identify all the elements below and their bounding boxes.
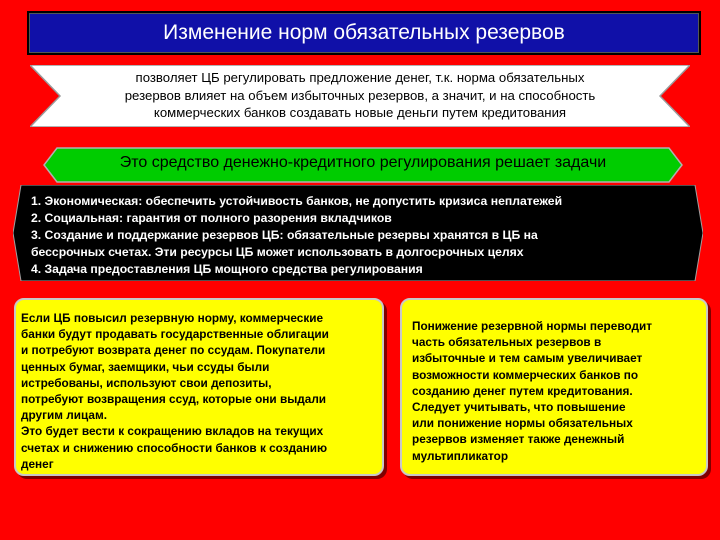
tasks-header: Это средство денежно-кредитного регулирования решает задачи	[119, 154, 607, 171]
task-item: 1. Экономическая: обеспечить устойчивость банков, не допустить кризиса неплатежей	[31, 194, 563, 208]
lower-norm-box	[400, 298, 708, 476]
task-item: 4. Задача предоставления ЦБ мощного средства регулирования	[31, 262, 423, 276]
definition-banner	[30, 65, 690, 127]
task-item: бессрочных счетах. Эти ресурсы ЦБ может использовать в долгосрочных целях	[31, 245, 524, 259]
raise-norm-line: другим лицам.	[21, 408, 107, 423]
raise-norm-line: счетах и снижению способности банков к созданию	[21, 440, 328, 455]
definition-line: коммерческих банков создавать новые деньги путем кредитования	[153, 105, 567, 120]
lower-norm-line: Понижение резервной нормы переводит	[412, 319, 652, 333]
lower-norm-line: созданию денег путем кредитования.	[412, 383, 633, 398]
lower-norm-line: избыточные и тем самым увеличивает	[412, 351, 643, 366]
lower-norm-line: резервов изменяет также денежный	[412, 432, 625, 447]
definition-text	[80, 69, 640, 122]
raise-norm-line: Если ЦБ повысил резервную норму, коммерческие	[21, 311, 324, 325]
lower-norm-line: Следует учитывать, что повышение	[412, 400, 626, 415]
definition-line: позволяет ЦБ регулировать предложение денег, т.к. норма обязательных	[135, 70, 585, 85]
slide-title: Изменение норм обязательных резервов	[27, 11, 701, 55]
raise-norm-line: банки будут продавать государственные облигации	[21, 327, 329, 342]
tasks-list	[31, 193, 691, 278]
lower-norm-line: или понижение нормы обязательных	[412, 416, 633, 431]
lower-norm-line: часть обязательных резервов в	[412, 335, 602, 350]
definition-line: резервов влияет на объем избыточных резервов, а значит, и на способность	[124, 87, 596, 103]
lower-norm-line: возможности коммерческих банков по	[412, 367, 639, 382]
task-item: 2. Социальная: гарантия от полного разорения вкладчиков	[31, 211, 392, 225]
raise-norm-box	[14, 298, 384, 476]
lower-norm-line: мультипликатор	[412, 448, 509, 463]
tasks-box	[13, 185, 703, 281]
raise-norm-line: и потребуют возврата денег по ссудам. Покупатели	[21, 343, 326, 358]
tasks-header-box	[43, 147, 683, 183]
raise-norm-line: потребуют возвращения ссуд, которые они выдали	[21, 392, 327, 407]
raise-norm-line: истребованы, используют свои депозиты,	[21, 375, 272, 390]
task-item: 3. Создание и поддержание резервов ЦБ: обязательные резервы хранятся в ЦБ на	[31, 228, 538, 242]
raise-norm-line: Это будет вести к сокращению вкладов на текущих	[21, 424, 324, 439]
raise-norm-line: ценных бумаг, заемщики, чьи ссуды были	[21, 359, 270, 374]
raise-norm-line: денег	[21, 456, 54, 471]
